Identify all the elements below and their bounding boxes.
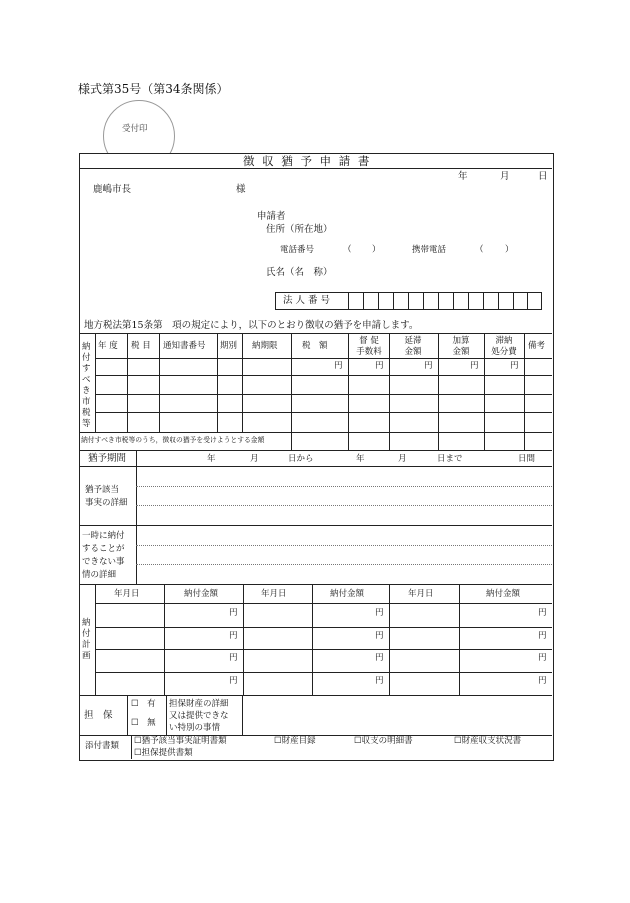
- facts-label: 猶予該当 事実の詳細: [85, 485, 128, 508]
- address-label: 住所（所在地）: [266, 224, 333, 235]
- phone-paren-open: （: [343, 245, 352, 255]
- plan-unit: 円: [229, 631, 238, 641]
- plan-unit: 円: [538, 608, 547, 618]
- plan-unit: 円: [229, 676, 238, 686]
- reason-label: 一時に納付 することが できない事 情の詳細: [82, 531, 125, 580]
- date-day-label: 日: [538, 171, 548, 182]
- tax-side-label: 納付すべき市税等: [82, 342, 91, 429]
- plan-date-header-1: 年月日: [114, 589, 140, 599]
- period-to: 日まで: [437, 454, 463, 464]
- period-from-month: 月: [250, 454, 259, 464]
- unit-demand: 円: [375, 361, 384, 371]
- date-year-label: 年: [458, 171, 468, 182]
- unit-addition: 円: [470, 361, 479, 371]
- th-period: 期別: [220, 341, 238, 351]
- th-demand-fee: 督 促 手数料: [356, 336, 382, 357]
- form-title: 徴 収 猶 予 申 請 書: [243, 154, 372, 168]
- plan-unit: 円: [538, 631, 547, 641]
- th-notice-no: 通知書番号: [163, 341, 206, 351]
- th-addition: 加算 金額: [452, 336, 470, 357]
- phone-label: 電話番号: [280, 245, 315, 255]
- plan-amount-header-3: 納付金額: [486, 589, 521, 599]
- plan-unit: 円: [538, 676, 547, 686]
- plan-unit: 円: [229, 608, 238, 618]
- plan-side-label: 納付計画: [82, 618, 91, 661]
- honorific: 様: [236, 184, 246, 195]
- collateral-label: 担 保: [84, 710, 113, 721]
- collateral-detail-label: 担保財産の詳細 又は提供できな い特別の事情: [169, 699, 229, 733]
- name-label: 氏名（名 称）: [266, 267, 333, 278]
- plan-amount-header-2: 納付金額: [330, 589, 365, 599]
- attachment-checkbox-status[interactable]: ☐財産収支状況書: [454, 736, 522, 746]
- th-tax-amount: 税 額: [302, 341, 328, 351]
- unit-tax: 円: [334, 361, 343, 371]
- attachment-checkbox-inventory[interactable]: ☐財産目録: [274, 736, 316, 746]
- reception-stamp-label: 受付印: [122, 124, 148, 134]
- unit-disposition: 円: [510, 361, 519, 371]
- plan-unit: 円: [229, 653, 238, 663]
- total-label: 納付すべき市税等のうち，徴収の猶予を受けようとする金額: [81, 436, 265, 444]
- applicant-label: 申請者: [257, 211, 286, 222]
- th-disposition-fee: 滞納 処分費: [491, 336, 517, 357]
- plan-unit: 円: [375, 653, 384, 663]
- mobile-paren-open: （: [475, 245, 484, 255]
- th-due-date: 納期限: [252, 341, 278, 351]
- plan-unit: 円: [538, 653, 547, 663]
- period-from-year: 年: [207, 454, 216, 464]
- date-month-label: 月: [500, 171, 510, 182]
- period-label: 猶予期間: [88, 453, 127, 464]
- phone-paren-close: ）: [372, 245, 381, 255]
- plan-unit: 円: [375, 608, 384, 618]
- collateral-no-checkbox[interactable]: ☐ 無: [131, 718, 156, 728]
- th-year: 年 度: [98, 341, 118, 351]
- plan-unit: 円: [375, 631, 384, 641]
- collateral-yes-checkbox[interactable]: ☐ 有: [131, 699, 156, 709]
- th-remarks: 備考: [528, 341, 546, 351]
- attachment-checkbox-income[interactable]: ☐収支の明細書: [354, 736, 413, 746]
- attachment-checkbox-collateral[interactable]: ☐担保提供書類: [134, 748, 193, 758]
- period-from: 日から: [288, 454, 314, 464]
- corp-number-label: 法 人 番 号: [283, 295, 331, 306]
- attachments-label: 添付書類: [85, 741, 120, 751]
- period-to-month: 月: [398, 454, 407, 464]
- plan-date-header-2: 年月日: [261, 589, 287, 599]
- unit-delinquency: 円: [424, 361, 433, 371]
- plan-unit: 円: [375, 676, 384, 686]
- plan-amount-header-1: 納付金額: [184, 589, 219, 599]
- th-tax-item: 税 目: [131, 341, 151, 351]
- period-days: 日間: [518, 454, 536, 464]
- plan-date-header-3: 年月日: [408, 589, 434, 599]
- mobile-paren-close: ）: [505, 245, 514, 255]
- period-to-year: 年: [356, 454, 365, 464]
- legal-statement: 地方税法第15条第 項の規定により，以下のとおり徴収の猶予を申請します。: [84, 320, 419, 331]
- addressee: 鹿嶋市長: [93, 184, 132, 195]
- attachment-checkbox-facts[interactable]: ☐猶予該当事実証明書類: [134, 736, 227, 746]
- mobile-label: 携帯電話: [412, 245, 447, 255]
- th-delinquency: 延滞 金額: [404, 336, 422, 357]
- form-number-label: 様式第35号（第34条関係）: [78, 82, 229, 96]
